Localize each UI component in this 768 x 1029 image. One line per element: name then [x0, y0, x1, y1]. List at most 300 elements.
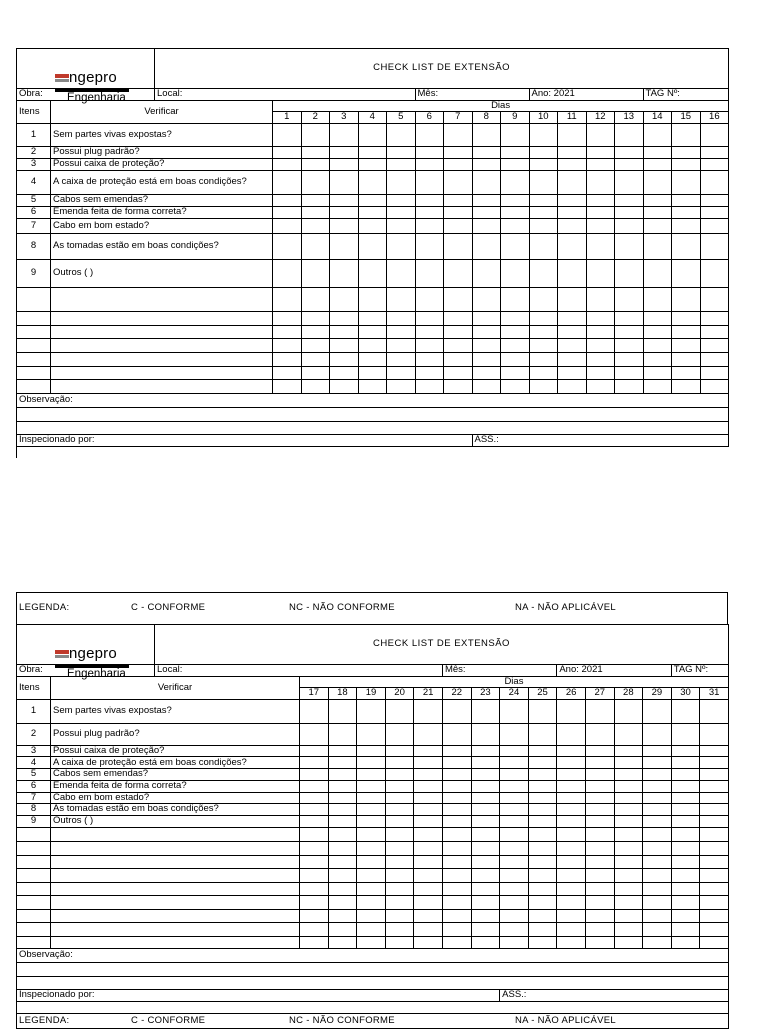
day-check-cell[interactable] [643, 123, 672, 146]
day-check-cell[interactable] [358, 379, 387, 393]
day-check-cell[interactable] [500, 896, 529, 910]
observacao-field[interactable] [17, 963, 729, 977]
day-check-cell[interactable] [330, 352, 359, 366]
day-check-cell[interactable] [387, 259, 416, 287]
day-check-cell[interactable] [700, 194, 729, 206]
day-check-cell[interactable] [301, 379, 330, 393]
day-check-cell[interactable] [501, 158, 530, 170]
observacao-field[interactable] [17, 421, 729, 434]
day-check-cell[interactable] [615, 123, 644, 146]
day-check-cell[interactable] [357, 883, 386, 896]
day-check-cell[interactable] [300, 723, 329, 745]
day-check-cell[interactable] [643, 804, 672, 816]
item-number[interactable] [17, 896, 51, 910]
day-check-cell[interactable] [615, 218, 644, 233]
day-check-cell[interactable] [330, 338, 359, 352]
day-check-cell[interactable] [472, 233, 501, 259]
day-check-cell[interactable] [330, 206, 359, 218]
day-check-cell[interactable] [358, 311, 387, 325]
day-check-cell[interactable] [330, 366, 359, 379]
day-check-cell[interactable] [586, 287, 615, 311]
day-check-cell[interactable] [557, 804, 586, 816]
day-check-cell[interactable] [328, 937, 357, 949]
day-check-cell[interactable] [415, 218, 444, 233]
day-check-cell[interactable] [528, 723, 557, 745]
item-number[interactable] [17, 869, 51, 883]
day-check-cell[interactable] [385, 869, 414, 883]
day-check-cell[interactable] [387, 287, 416, 311]
day-check-cell[interactable] [700, 259, 729, 287]
day-check-cell[interactable] [357, 896, 386, 910]
day-check-cell[interactable] [301, 233, 330, 259]
day-check-cell[interactable] [557, 937, 586, 949]
item-question[interactable] [51, 311, 273, 325]
day-check-cell[interactable] [671, 757, 700, 769]
day-check-cell[interactable] [301, 352, 330, 366]
day-check-cell[interactable] [643, 194, 672, 206]
day-check-cell[interactable] [414, 923, 443, 937]
day-check-cell[interactable] [471, 856, 500, 869]
day-check-cell[interactable] [672, 352, 701, 366]
day-check-cell[interactable] [387, 218, 416, 233]
inspecionado-field[interactable]: Inspecionado por: [17, 990, 500, 1002]
day-check-cell[interactable] [500, 910, 529, 923]
day-check-cell[interactable] [358, 123, 387, 146]
day-check-cell[interactable] [700, 379, 729, 393]
day-check-cell[interactable] [585, 769, 614, 780]
day-check-cell[interactable] [442, 804, 471, 816]
day-check-cell[interactable] [529, 218, 558, 233]
day-check-cell[interactable] [528, 699, 557, 723]
day-check-cell[interactable] [330, 218, 359, 233]
day-check-cell[interactable] [273, 259, 302, 287]
day-check-cell[interactable] [501, 325, 530, 338]
day-check-cell[interactable] [529, 194, 558, 206]
day-check-cell[interactable] [414, 757, 443, 769]
day-check-cell[interactable] [557, 856, 586, 869]
day-check-cell[interactable] [385, 792, 414, 803]
day-check-cell[interactable] [471, 780, 500, 792]
day-check-cell[interactable] [615, 170, 644, 194]
day-check-cell[interactable] [442, 723, 471, 745]
day-check-cell[interactable] [586, 194, 615, 206]
day-check-cell[interactable] [442, 816, 471, 828]
item-question[interactable] [51, 923, 300, 937]
day-check-cell[interactable] [643, 311, 672, 325]
day-check-cell[interactable] [442, 745, 471, 756]
day-check-cell[interactable] [330, 158, 359, 170]
day-check-cell[interactable] [357, 804, 386, 816]
day-check-cell[interactable] [385, 723, 414, 745]
day-check-cell[interactable] [330, 311, 359, 325]
day-check-cell[interactable] [700, 923, 729, 937]
day-check-cell[interactable] [615, 379, 644, 393]
day-check-cell[interactable] [442, 869, 471, 883]
day-check-cell[interactable] [643, 233, 672, 259]
day-check-cell[interactable] [442, 910, 471, 923]
day-check-cell[interactable] [672, 259, 701, 287]
day-check-cell[interactable] [300, 910, 329, 923]
day-check-cell[interactable] [585, 856, 614, 869]
day-check-cell[interactable] [700, 206, 729, 218]
day-check-cell[interactable] [557, 910, 586, 923]
day-check-cell[interactable] [557, 883, 586, 896]
day-check-cell[interactable] [586, 379, 615, 393]
day-check-cell[interactable] [444, 287, 473, 311]
day-check-cell[interactable] [501, 379, 530, 393]
day-check-cell[interactable] [558, 311, 587, 325]
day-check-cell[interactable] [471, 910, 500, 923]
day-check-cell[interactable] [528, 792, 557, 803]
tag-field[interactable]: TAG Nº: [643, 89, 729, 101]
day-check-cell[interactable] [301, 338, 330, 352]
day-check-cell[interactable] [585, 896, 614, 910]
item-number[interactable] [17, 338, 51, 352]
day-check-cell[interactable] [529, 233, 558, 259]
day-check-cell[interactable] [301, 366, 330, 379]
day-check-cell[interactable] [557, 745, 586, 756]
day-check-cell[interactable] [357, 869, 386, 883]
day-check-cell[interactable] [586, 206, 615, 218]
day-check-cell[interactable] [414, 856, 443, 869]
day-check-cell[interactable] [328, 923, 357, 937]
day-check-cell[interactable] [472, 158, 501, 170]
day-check-cell[interactable] [529, 338, 558, 352]
item-question[interactable] [51, 828, 300, 842]
day-check-cell[interactable] [472, 194, 501, 206]
day-check-cell[interactable] [700, 816, 729, 828]
day-check-cell[interactable] [586, 311, 615, 325]
day-check-cell[interactable] [700, 856, 729, 869]
day-check-cell[interactable] [615, 146, 644, 158]
day-check-cell[interactable] [472, 259, 501, 287]
day-check-cell[interactable] [528, 804, 557, 816]
day-check-cell[interactable] [358, 287, 387, 311]
day-check-cell[interactable] [586, 325, 615, 338]
day-check-cell[interactable] [385, 769, 414, 780]
day-check-cell[interactable] [529, 352, 558, 366]
day-check-cell[interactable] [643, 896, 672, 910]
day-check-cell[interactable] [357, 745, 386, 756]
day-check-cell[interactable] [586, 123, 615, 146]
day-check-cell[interactable] [328, 723, 357, 745]
day-check-cell[interactable] [671, 745, 700, 756]
item-question[interactable] [51, 842, 300, 856]
day-check-cell[interactable] [558, 170, 587, 194]
day-check-cell[interactable] [700, 338, 729, 352]
day-check-cell[interactable] [671, 869, 700, 883]
day-check-cell[interactable] [700, 828, 729, 842]
day-check-cell[interactable] [671, 856, 700, 869]
day-check-cell[interactable] [328, 780, 357, 792]
day-check-cell[interactable] [643, 325, 672, 338]
day-check-cell[interactable] [672, 218, 701, 233]
day-check-cell[interactable] [615, 311, 644, 325]
day-check-cell[interactable] [442, 780, 471, 792]
day-check-cell[interactable] [357, 828, 386, 842]
day-check-cell[interactable] [387, 366, 416, 379]
day-check-cell[interactable] [330, 170, 359, 194]
day-check-cell[interactable] [557, 757, 586, 769]
item-question[interactable] [51, 352, 273, 366]
obra-field[interactable]: Obra: [17, 89, 155, 101]
day-check-cell[interactable] [615, 352, 644, 366]
day-check-cell[interactable] [328, 883, 357, 896]
day-check-cell[interactable] [471, 792, 500, 803]
day-check-cell[interactable] [414, 937, 443, 949]
day-check-cell[interactable] [472, 352, 501, 366]
day-check-cell[interactable] [387, 379, 416, 393]
day-check-cell[interactable] [387, 233, 416, 259]
day-check-cell[interactable] [585, 869, 614, 883]
day-check-cell[interactable] [415, 206, 444, 218]
day-check-cell[interactable] [300, 699, 329, 723]
item-question[interactable] [51, 896, 300, 910]
day-check-cell[interactable] [700, 123, 729, 146]
day-check-cell[interactable] [643, 842, 672, 856]
day-check-cell[interactable] [528, 896, 557, 910]
day-check-cell[interactable] [585, 937, 614, 949]
day-check-cell[interactable] [501, 311, 530, 325]
mes-field[interactable]: Mês: [415, 89, 529, 101]
day-check-cell[interactable] [614, 792, 643, 803]
day-check-cell[interactable] [444, 366, 473, 379]
day-check-cell[interactable] [672, 338, 701, 352]
day-check-cell[interactable] [471, 896, 500, 910]
day-check-cell[interactable] [442, 757, 471, 769]
day-check-cell[interactable] [501, 259, 530, 287]
day-check-cell[interactable] [471, 804, 500, 816]
day-check-cell[interactable] [471, 745, 500, 756]
item-number[interactable] [17, 828, 51, 842]
day-check-cell[interactable] [357, 910, 386, 923]
day-check-cell[interactable] [529, 158, 558, 170]
day-check-cell[interactable] [330, 233, 359, 259]
day-check-cell[interactable] [273, 170, 302, 194]
day-check-cell[interactable] [528, 816, 557, 828]
day-check-cell[interactable] [385, 757, 414, 769]
day-check-cell[interactable] [671, 937, 700, 949]
day-check-cell[interactable] [615, 194, 644, 206]
day-check-cell[interactable] [614, 699, 643, 723]
day-check-cell[interactable] [273, 158, 302, 170]
day-check-cell[interactable] [357, 937, 386, 949]
day-check-cell[interactable] [273, 379, 302, 393]
day-check-cell[interactable] [585, 828, 614, 842]
day-check-cell[interactable] [358, 325, 387, 338]
day-check-cell[interactable] [415, 338, 444, 352]
day-check-cell[interactable] [500, 699, 529, 723]
day-check-cell[interactable] [672, 287, 701, 311]
day-check-cell[interactable] [615, 325, 644, 338]
day-check-cell[interactable] [700, 287, 729, 311]
day-check-cell[interactable] [615, 259, 644, 287]
day-check-cell[interactable] [300, 780, 329, 792]
day-check-cell[interactable] [387, 146, 416, 158]
day-check-cell[interactable] [357, 780, 386, 792]
day-check-cell[interactable] [328, 869, 357, 883]
day-check-cell[interactable] [557, 816, 586, 828]
day-check-cell[interactable] [643, 170, 672, 194]
day-check-cell[interactable] [357, 856, 386, 869]
day-check-cell[interactable] [528, 910, 557, 923]
day-check-cell[interactable] [700, 325, 729, 338]
item-number[interactable] [17, 325, 51, 338]
item-number[interactable] [17, 910, 51, 923]
day-check-cell[interactable] [358, 206, 387, 218]
day-check-cell[interactable] [672, 366, 701, 379]
day-check-cell[interactable] [528, 856, 557, 869]
day-check-cell[interactable] [557, 896, 586, 910]
observacao-field[interactable] [17, 977, 729, 990]
day-check-cell[interactable] [557, 828, 586, 842]
item-question[interactable] [51, 869, 300, 883]
day-check-cell[interactable] [615, 233, 644, 259]
day-check-cell[interactable] [301, 218, 330, 233]
day-check-cell[interactable] [414, 745, 443, 756]
day-check-cell[interactable] [614, 804, 643, 816]
day-check-cell[interactable] [643, 259, 672, 287]
day-check-cell[interactable] [415, 146, 444, 158]
day-check-cell[interactable] [328, 757, 357, 769]
day-check-cell[interactable] [586, 218, 615, 233]
day-check-cell[interactable] [300, 923, 329, 937]
item-number[interactable] [17, 366, 51, 379]
day-check-cell[interactable] [385, 804, 414, 816]
day-check-cell[interactable] [415, 366, 444, 379]
day-check-cell[interactable] [471, 923, 500, 937]
day-check-cell[interactable] [700, 146, 729, 158]
day-check-cell[interactable] [672, 311, 701, 325]
day-check-cell[interactable] [615, 206, 644, 218]
day-check-cell[interactable] [415, 158, 444, 170]
day-check-cell[interactable] [301, 206, 330, 218]
day-check-cell[interactable] [614, 937, 643, 949]
day-check-cell[interactable] [585, 757, 614, 769]
day-check-cell[interactable] [471, 723, 500, 745]
day-check-cell[interactable] [358, 338, 387, 352]
day-check-cell[interactable] [358, 158, 387, 170]
item-question[interactable] [51, 379, 273, 393]
day-check-cell[interactable] [528, 937, 557, 949]
day-check-cell[interactable] [643, 379, 672, 393]
day-check-cell[interactable] [330, 259, 359, 287]
day-check-cell[interactable] [643, 869, 672, 883]
day-check-cell[interactable] [472, 146, 501, 158]
day-check-cell[interactable] [501, 338, 530, 352]
day-check-cell[interactable] [501, 287, 530, 311]
day-check-cell[interactable] [528, 923, 557, 937]
day-check-cell[interactable] [558, 206, 587, 218]
day-check-cell[interactable] [558, 338, 587, 352]
day-check-cell[interactable] [615, 287, 644, 311]
day-check-cell[interactable] [358, 146, 387, 158]
day-check-cell[interactable] [529, 170, 558, 194]
day-check-cell[interactable] [528, 757, 557, 769]
day-check-cell[interactable] [444, 146, 473, 158]
day-check-cell[interactable] [643, 287, 672, 311]
day-check-cell[interactable] [300, 745, 329, 756]
day-check-cell[interactable] [643, 146, 672, 158]
day-check-cell[interactable] [700, 780, 729, 792]
day-check-cell[interactable] [700, 769, 729, 780]
day-check-cell[interactable] [529, 287, 558, 311]
day-check-cell[interactable] [700, 910, 729, 923]
day-check-cell[interactable] [614, 856, 643, 869]
day-check-cell[interactable] [301, 170, 330, 194]
day-check-cell[interactable] [300, 828, 329, 842]
day-check-cell[interactable] [671, 792, 700, 803]
day-check-cell[interactable] [442, 792, 471, 803]
day-check-cell[interactable] [273, 287, 302, 311]
day-check-cell[interactable] [700, 896, 729, 910]
day-check-cell[interactable] [558, 366, 587, 379]
day-check-cell[interactable] [643, 937, 672, 949]
day-check-cell[interactable] [444, 325, 473, 338]
ass-field[interactable]: ASS.: [472, 434, 729, 446]
day-check-cell[interactable] [672, 158, 701, 170]
item-number[interactable] [17, 379, 51, 393]
day-check-cell[interactable] [585, 816, 614, 828]
day-check-cell[interactable] [672, 325, 701, 338]
day-check-cell[interactable] [415, 123, 444, 146]
day-check-cell[interactable] [273, 338, 302, 352]
day-check-cell[interactable] [471, 842, 500, 856]
day-check-cell[interactable] [671, 780, 700, 792]
day-check-cell[interactable] [273, 366, 302, 379]
day-check-cell[interactable] [442, 923, 471, 937]
day-check-cell[interactable] [273, 206, 302, 218]
day-check-cell[interactable] [328, 699, 357, 723]
day-check-cell[interactable] [414, 699, 443, 723]
day-check-cell[interactable] [614, 757, 643, 769]
day-check-cell[interactable] [700, 757, 729, 769]
day-check-cell[interactable] [387, 158, 416, 170]
day-check-cell[interactable] [585, 910, 614, 923]
day-check-cell[interactable] [558, 287, 587, 311]
day-check-cell[interactable] [700, 170, 729, 194]
day-check-cell[interactable] [471, 883, 500, 896]
day-check-cell[interactable] [586, 338, 615, 352]
day-check-cell[interactable] [671, 842, 700, 856]
day-check-cell[interactable] [643, 828, 672, 842]
day-check-cell[interactable] [357, 757, 386, 769]
day-check-cell[interactable] [300, 883, 329, 896]
day-check-cell[interactable] [643, 769, 672, 780]
day-check-cell[interactable] [585, 883, 614, 896]
day-check-cell[interactable] [328, 769, 357, 780]
day-check-cell[interactable] [671, 769, 700, 780]
day-check-cell[interactable] [671, 699, 700, 723]
day-check-cell[interactable] [671, 723, 700, 745]
day-check-cell[interactable] [643, 158, 672, 170]
day-check-cell[interactable] [330, 287, 359, 311]
day-check-cell[interactable] [501, 366, 530, 379]
day-check-cell[interactable] [471, 937, 500, 949]
day-check-cell[interactable] [472, 379, 501, 393]
day-check-cell[interactable] [442, 699, 471, 723]
day-check-cell[interactable] [444, 194, 473, 206]
day-check-cell[interactable] [414, 828, 443, 842]
day-check-cell[interactable] [528, 769, 557, 780]
day-check-cell[interactable] [700, 937, 729, 949]
day-check-cell[interactable] [300, 937, 329, 949]
day-check-cell[interactable] [586, 366, 615, 379]
day-check-cell[interactable] [558, 158, 587, 170]
day-check-cell[interactable] [586, 259, 615, 287]
day-check-cell[interactable] [529, 379, 558, 393]
day-check-cell[interactable] [615, 338, 644, 352]
